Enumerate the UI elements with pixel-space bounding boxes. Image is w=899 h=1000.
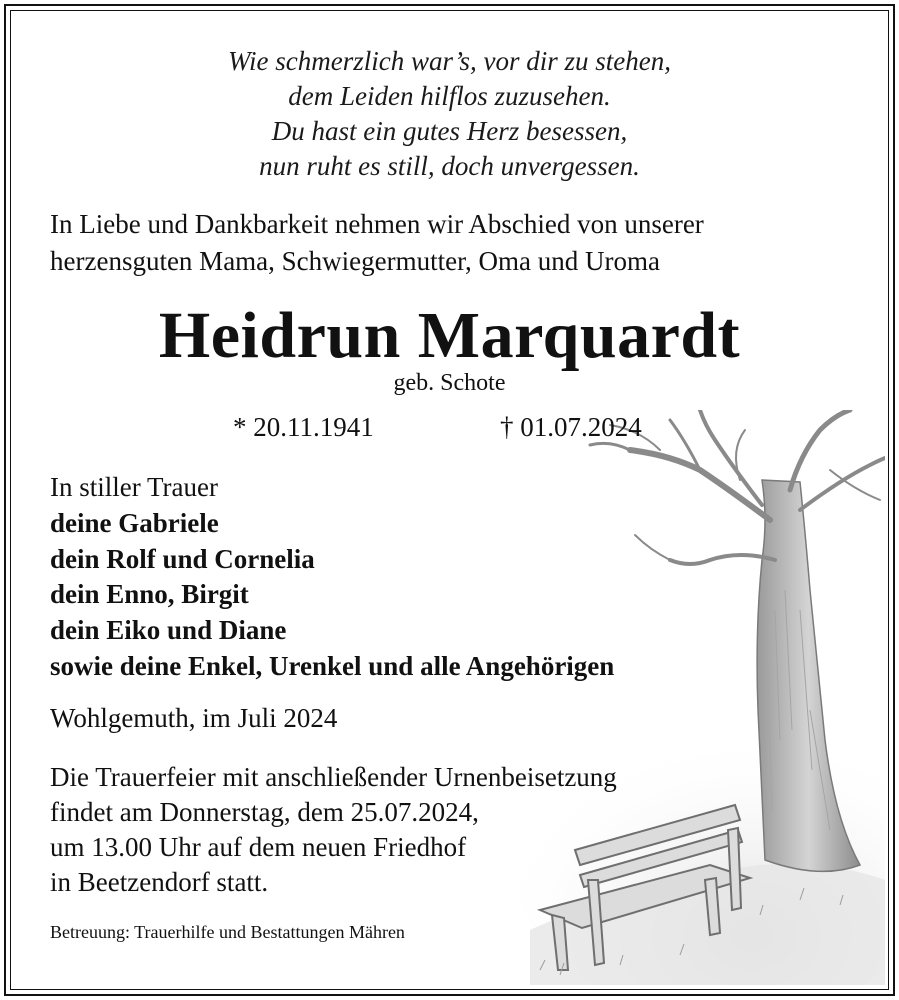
poem-line: nun ruht es still, doch unvergessen. xyxy=(259,151,640,181)
mourner-name: dein Eiko und Diane xyxy=(50,615,287,646)
intro-line: herzensguten Mama, Schwiegermutter, Oma und Uroma xyxy=(50,246,660,276)
service-line: findet am Donnerstag, dem 25.07.2024, xyxy=(50,797,479,827)
place-and-date: Wohlgemuth, im Juli 2024 xyxy=(50,703,338,733)
deceased-name: Heidrun Marquardt xyxy=(158,299,741,372)
mourner-name: dein Enno, Birgit xyxy=(50,579,249,610)
death-date: † 01.07.2024 xyxy=(500,412,642,442)
mourners-list xyxy=(50,470,614,685)
intro-line: In Liebe und Dankbarkeit nehmen wir Abschied von unserer xyxy=(50,209,704,239)
service-line: Die Trauerfeier mit anschließender Urnenbeisetzung xyxy=(50,762,617,792)
service-line: in Beetzendorf statt. xyxy=(50,867,269,897)
poem-line: Du hast ein gutes Herz besessen, xyxy=(271,116,628,146)
birth-name: geb. Schote xyxy=(393,370,506,396)
mourners-heading: In stiller Trauer xyxy=(50,472,218,502)
poem-line: dem Leiden hilflos zuzusehen. xyxy=(288,81,611,111)
poem-line: Wie schmerzlich war’s, vor dir zu stehen, xyxy=(228,46,671,76)
service-line: um 13.00 Uhr auf dem neuen Friedhof xyxy=(50,832,467,862)
intro-text xyxy=(50,206,862,280)
mourner-name: dein Rolf und Cornelia xyxy=(50,543,315,574)
mourner-name: deine Gabriele xyxy=(50,507,219,538)
birth-date: * 20.11.1941 xyxy=(233,412,374,442)
poem xyxy=(0,44,899,184)
funeral-service-info xyxy=(50,760,617,900)
undertaker-credit: Betreuung: Trauerhilfe und Bestattungen Mähren xyxy=(50,922,405,942)
mourner-name: sowie deine Enkel, Urenkel und alle Angehörigen xyxy=(50,650,615,681)
